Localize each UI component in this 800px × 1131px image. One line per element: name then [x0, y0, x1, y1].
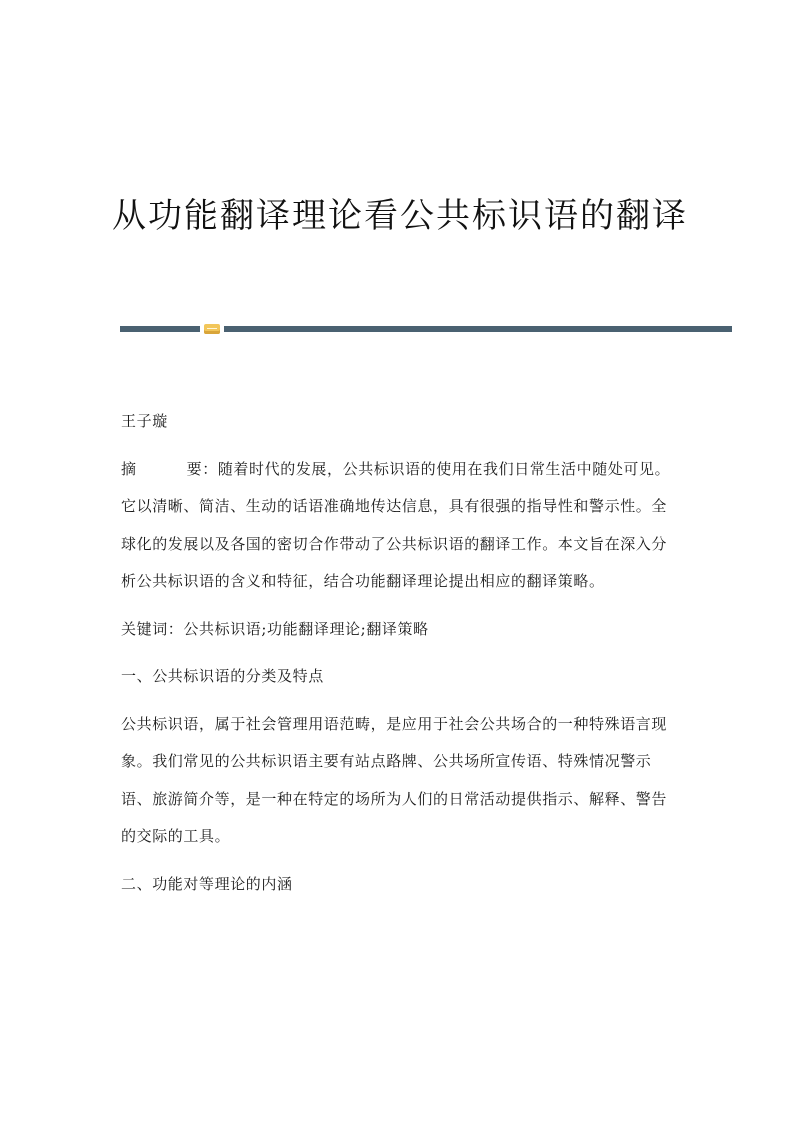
author: 王子璇: [121, 412, 168, 430]
divider-right-bar: [224, 326, 732, 332]
abstract-label-start: 摘: [121, 459, 137, 478]
divider-ornament-icon: [204, 324, 220, 334]
keywords: [121, 611, 681, 649]
page-title: 从功能翻译理论看公共标识语的翻译: [112, 196, 688, 236]
title-divider: [120, 325, 732, 333]
section-heading: 二、功能对等理论的内涵: [121, 874, 293, 893]
keywords-label: 关键词：: [121, 619, 184, 638]
keywords-text: 公共标识语;功能翻译理论;翻译策略: [183, 619, 429, 638]
section-heading: 一、公共标识语的分类及特点: [121, 667, 324, 685]
section-body: 公共标识语，属于社会管理用语范畴，是应用于社会公共场合的一种特殊语言现象。我们常见的公共标识语主要有站点路牌、公共场所宣传语、特殊情况警示语、旅游简介等，是一种在特定的场所为人们的日常活动提供指示、解释、警告的交际的工具。: [121, 714, 668, 845]
abstract-text: 随着时代的发展，公共标识语的使用在我们日常生活中随处可见。它以清晰、简洁、生动的话语准确地传达信息，具有很强的指导性和警示性。全球化的发展以及各国的密切合作带动了公共标识语的翻译工作。本文旨在深入分析公共标识语的含义和特征，结合功能翻译理论提出相应的翻译策略。: [121, 459, 671, 590]
abstract-label-end: 要：: [186, 459, 218, 478]
divider-left-bar: [120, 326, 200, 332]
document-body: [121, 403, 681, 913]
abstract: [121, 451, 681, 601]
